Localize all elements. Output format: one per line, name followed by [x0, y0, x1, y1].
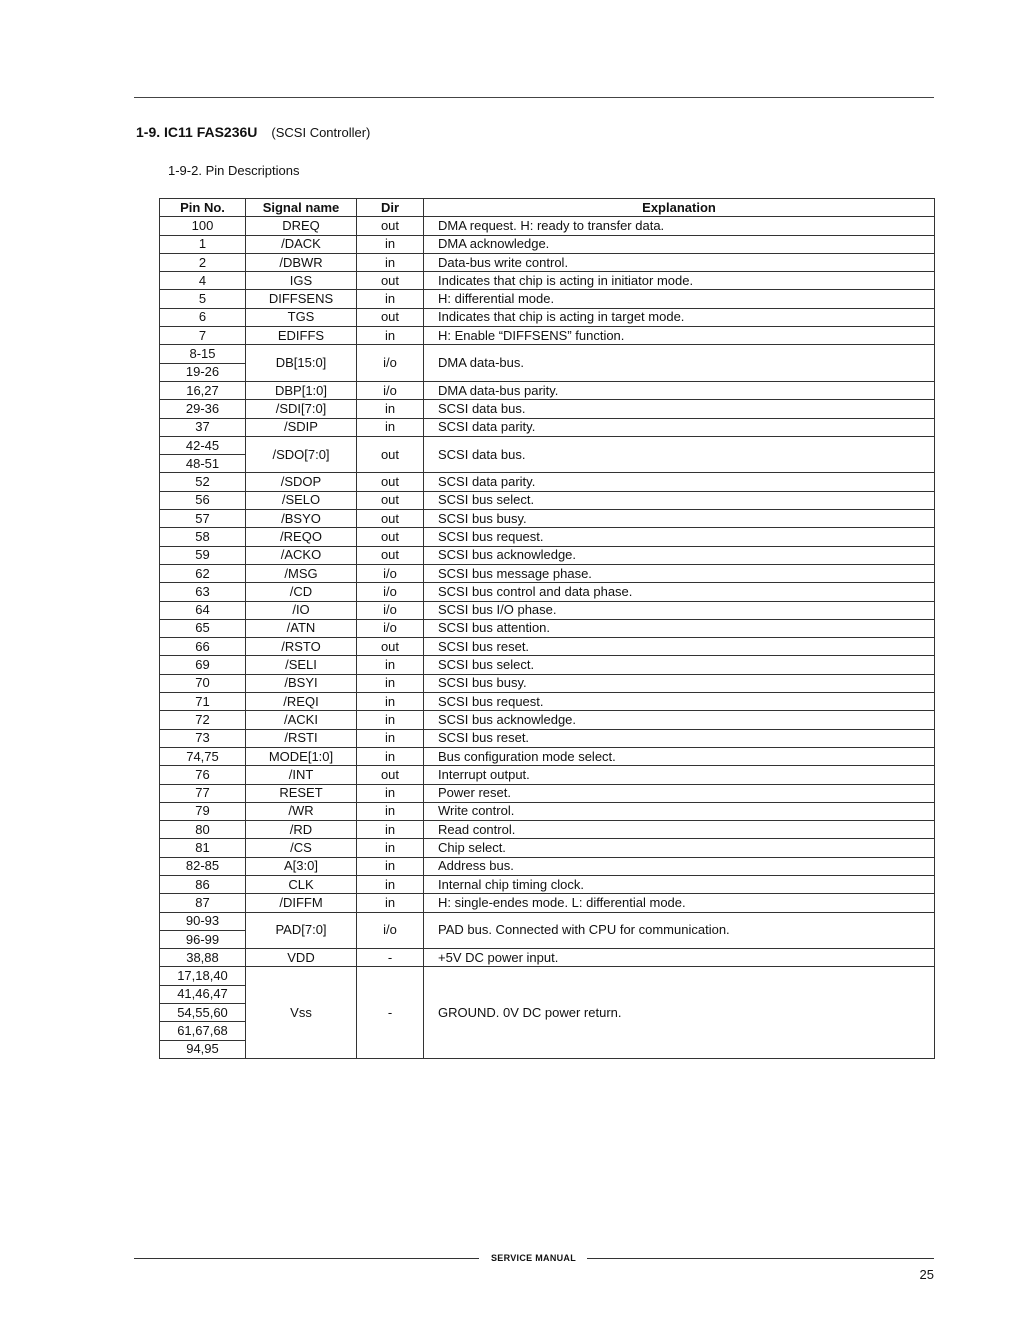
explanation-cell: SCSI data parity. — [424, 473, 935, 491]
footer-rule-left — [134, 1258, 479, 1259]
pin-number-cell: 57 — [160, 510, 246, 528]
header-signal-name: Signal name — [246, 199, 357, 217]
table-row — [160, 601, 935, 619]
explanation-cell: Indicates that chip is acting in initiator mode. — [424, 272, 935, 290]
signal-name-cell: /MSG — [246, 564, 357, 582]
table-row — [160, 491, 935, 509]
explanation-cell: SCSI bus request. — [424, 528, 935, 546]
table-row — [160, 693, 935, 711]
direction-cell: in — [357, 656, 424, 674]
direction-cell: out — [357, 638, 424, 656]
table-row — [160, 290, 935, 308]
table-row — [160, 747, 935, 765]
signal-name-cell: A[3:0] — [246, 857, 357, 875]
pin-number-cell: 58 — [160, 528, 246, 546]
pin-number-cell: 7 — [160, 327, 246, 345]
pin-number-cell: 52 — [160, 473, 246, 491]
direction-cell: out — [357, 473, 424, 491]
table-row — [160, 381, 935, 399]
pin-number-cell: 62 — [160, 564, 246, 582]
table-row — [160, 729, 935, 747]
table-row — [160, 821, 935, 839]
table-row — [160, 436, 935, 454]
pin-number-cell: 8-15 — [160, 345, 246, 363]
header-pin-no: Pin No. — [160, 199, 246, 217]
direction-cell: in — [357, 894, 424, 912]
direction-cell: out — [357, 436, 424, 473]
signal-name-cell: /CS — [246, 839, 357, 857]
explanation-cell: Bus configuration mode select. — [424, 747, 935, 765]
direction-cell: in — [357, 784, 424, 802]
signal-name-cell: /BSYO — [246, 510, 357, 528]
signal-name-cell: /SDI[7:0] — [246, 400, 357, 418]
direction-cell: out — [357, 528, 424, 546]
explanation-cell: GROUND. 0V DC power return. — [424, 967, 935, 1058]
explanation-cell: Interrupt output. — [424, 766, 935, 784]
pin-descriptions-table — [159, 198, 935, 1059]
pin-number-cell: 73 — [160, 729, 246, 747]
table-row — [160, 583, 935, 601]
pin-number-cell: 5 — [160, 290, 246, 308]
explanation-cell: H: differential mode. — [424, 290, 935, 308]
pin-number-cell: 41,46,47 — [160, 985, 246, 1003]
signal-name-cell: /RD — [246, 821, 357, 839]
explanation-cell: Address bus. — [424, 857, 935, 875]
table-row — [160, 674, 935, 692]
signal-name-cell: /ACKO — [246, 546, 357, 564]
explanation-cell: Chip select. — [424, 839, 935, 857]
direction-cell: in — [357, 418, 424, 436]
table-row — [160, 656, 935, 674]
signal-name-cell: MODE[1:0] — [246, 747, 357, 765]
signal-name-cell: /SDIP — [246, 418, 357, 436]
pin-number-cell: 90-93 — [160, 912, 246, 930]
direction-cell: in — [357, 729, 424, 747]
table-row — [160, 839, 935, 857]
signal-name-cell: /ATN — [246, 619, 357, 637]
signal-name-cell: /REQO — [246, 528, 357, 546]
direction-cell: out — [357, 766, 424, 784]
pin-number-cell: 66 — [160, 638, 246, 656]
signal-name-cell: PAD[7:0] — [246, 912, 357, 949]
signal-name-cell: /SELO — [246, 491, 357, 509]
pin-number-cell: 86 — [160, 875, 246, 893]
explanation-cell: SCSI bus control and data phase. — [424, 583, 935, 601]
explanation-cell: SCSI bus I/O phase. — [424, 601, 935, 619]
direction-cell: in — [357, 400, 424, 418]
explanation-cell: H: Enable “DIFFSENS” function. — [424, 327, 935, 345]
header-dir: Dir — [357, 199, 424, 217]
signal-name-cell: /DBWR — [246, 253, 357, 271]
pin-number-cell: 81 — [160, 839, 246, 857]
direction-cell: i/o — [357, 601, 424, 619]
explanation-cell: SCSI bus reset. — [424, 729, 935, 747]
table-row — [160, 510, 935, 528]
top-rule — [134, 97, 934, 98]
explanation-cell: Read control. — [424, 821, 935, 839]
table-row — [160, 711, 935, 729]
explanation-cell: Write control. — [424, 802, 935, 820]
signal-name-cell: /RSTI — [246, 729, 357, 747]
table-row — [160, 473, 935, 491]
direction-cell: in — [357, 693, 424, 711]
pin-number-cell: 72 — [160, 711, 246, 729]
signal-name-cell: DBP[1:0] — [246, 381, 357, 399]
signal-name-cell: /REQI — [246, 693, 357, 711]
explanation-cell: DMA data-bus. — [424, 345, 935, 382]
explanation-cell: SCSI bus message phase. — [424, 564, 935, 582]
pin-number-cell: 79 — [160, 802, 246, 820]
explanation-cell: SCSI bus attention. — [424, 619, 935, 637]
signal-name-cell: DIFFSENS — [246, 290, 357, 308]
direction-cell: in — [357, 327, 424, 345]
explanation-cell: PAD bus. Connected with CPU for communication. — [424, 912, 935, 949]
table-row — [160, 272, 935, 290]
pin-number-cell: 69 — [160, 656, 246, 674]
signal-name-cell: /WR — [246, 802, 357, 820]
signal-name-cell: /CD — [246, 583, 357, 601]
explanation-cell: SCSI bus reset. — [424, 638, 935, 656]
signal-name-cell: /INT — [246, 766, 357, 784]
pin-number-cell: 87 — [160, 894, 246, 912]
signal-name-cell: /BSYI — [246, 674, 357, 692]
table-row — [160, 235, 935, 253]
signal-name-cell: /RSTO — [246, 638, 357, 656]
direction-cell: in — [357, 857, 424, 875]
direction-cell: in — [357, 821, 424, 839]
signal-name-cell: IGS — [246, 272, 357, 290]
explanation-cell: H: single-endes mode. L: differential mode. — [424, 894, 935, 912]
signal-name-cell: DB[15:0] — [246, 345, 357, 382]
direction-cell: i/o — [357, 619, 424, 637]
explanation-cell: DMA data-bus parity. — [424, 381, 935, 399]
pin-number-cell: 76 — [160, 766, 246, 784]
table-row — [160, 217, 935, 235]
signal-name-cell: /SDO[7:0] — [246, 436, 357, 473]
direction-cell: i/o — [357, 583, 424, 601]
pin-number-cell: 19-26 — [160, 363, 246, 381]
direction-cell: out — [357, 491, 424, 509]
table-row — [160, 528, 935, 546]
direction-cell: in — [357, 253, 424, 271]
table-row — [160, 857, 935, 875]
signal-name-cell: /IO — [246, 601, 357, 619]
table-row — [160, 308, 935, 326]
signal-name-cell: VDD — [246, 949, 357, 967]
explanation-cell: SCSI bus busy. — [424, 510, 935, 528]
pin-number-cell: 59 — [160, 546, 246, 564]
table-row — [160, 912, 935, 930]
section-subtitle: (SCSI Controller) — [271, 125, 371, 140]
pin-number-cell: 65 — [160, 619, 246, 637]
direction-cell: out — [357, 217, 424, 235]
signal-name-cell: /ACKI — [246, 711, 357, 729]
pin-number-cell: 71 — [160, 693, 246, 711]
table-row — [160, 546, 935, 564]
direction-cell: - — [357, 967, 424, 1058]
explanation-cell: SCSI bus acknowledge. — [424, 711, 935, 729]
pin-number-cell: 94,95 — [160, 1040, 246, 1058]
subsection-heading: 1-9-2. Pin Descriptions — [168, 163, 300, 178]
direction-cell: i/o — [357, 345, 424, 382]
section-heading — [136, 124, 370, 140]
table-header-row — [160, 199, 935, 217]
signal-name-cell: Vss — [246, 967, 357, 1058]
direction-cell: out — [357, 272, 424, 290]
pin-number-cell: 1 — [160, 235, 246, 253]
pin-number-cell: 63 — [160, 583, 246, 601]
pin-number-cell: 96-99 — [160, 930, 246, 948]
signal-name-cell: DREQ — [246, 217, 357, 235]
explanation-cell: SCSI bus select. — [424, 491, 935, 509]
table-row — [160, 894, 935, 912]
table-row — [160, 564, 935, 582]
pin-number-cell: 17,18,40 — [160, 967, 246, 985]
explanation-cell: SCSI data bus. — [424, 400, 935, 418]
pin-number-cell: 16,27 — [160, 381, 246, 399]
pin-number-cell: 2 — [160, 253, 246, 271]
direction-cell: i/o — [357, 564, 424, 582]
table-row — [160, 802, 935, 820]
pin-number-cell: 74,75 — [160, 747, 246, 765]
signal-name-cell: CLK — [246, 875, 357, 893]
pin-number-cell: 77 — [160, 784, 246, 802]
explanation-cell: DMA acknowledge. — [424, 235, 935, 253]
footer-label: SERVICE MANUAL — [490, 1253, 577, 1263]
footer-rule-right — [587, 1258, 934, 1259]
pin-number-cell: 38,88 — [160, 949, 246, 967]
table-row — [160, 327, 935, 345]
pin-number-cell: 6 — [160, 308, 246, 326]
explanation-cell: SCSI bus select. — [424, 656, 935, 674]
page-number: 25 — [919, 1267, 934, 1282]
pin-number-cell: 37 — [160, 418, 246, 436]
table-row — [160, 345, 935, 363]
explanation-cell: Internal chip timing clock. — [424, 875, 935, 893]
explanation-cell: SCSI data parity. — [424, 418, 935, 436]
table-row — [160, 875, 935, 893]
pin-number-cell: 54,55,60 — [160, 1004, 246, 1022]
pin-number-cell: 82-85 — [160, 857, 246, 875]
explanation-cell: Indicates that chip is acting in target mode. — [424, 308, 935, 326]
pin-number-cell: 29-36 — [160, 400, 246, 418]
pin-number-cell: 48-51 — [160, 455, 246, 473]
table-row — [160, 619, 935, 637]
pin-number-cell: 56 — [160, 491, 246, 509]
direction-cell: out — [357, 308, 424, 326]
section-title: 1-9. IC11 FAS236U — [136, 124, 258, 140]
pin-number-cell: 42-45 — [160, 436, 246, 454]
pin-number-cell: 64 — [160, 601, 246, 619]
explanation-cell: +5V DC power input. — [424, 949, 935, 967]
header-explanation: Explanation — [424, 199, 935, 217]
explanation-cell: Power reset. — [424, 784, 935, 802]
signal-name-cell: RESET — [246, 784, 357, 802]
table-row — [160, 766, 935, 784]
signal-name-cell: EDIFFS — [246, 327, 357, 345]
explanation-cell: SCSI bus acknowledge. — [424, 546, 935, 564]
direction-cell: out — [357, 546, 424, 564]
table-row — [160, 253, 935, 271]
direction-cell: in — [357, 839, 424, 857]
pin-number-cell: 100 — [160, 217, 246, 235]
direction-cell: in — [357, 711, 424, 729]
pin-number-cell: 61,67,68 — [160, 1022, 246, 1040]
direction-cell: in — [357, 290, 424, 308]
table-row — [160, 967, 935, 985]
direction-cell: - — [357, 949, 424, 967]
explanation-cell: SCSI bus request. — [424, 693, 935, 711]
direction-cell: in — [357, 747, 424, 765]
pin-number-cell: 80 — [160, 821, 246, 839]
explanation-cell: SCSI data bus. — [424, 436, 935, 473]
direction-cell: in — [357, 674, 424, 692]
direction-cell: in — [357, 875, 424, 893]
direction-cell: i/o — [357, 381, 424, 399]
table-row — [160, 638, 935, 656]
direction-cell: i/o — [357, 912, 424, 949]
direction-cell: out — [357, 510, 424, 528]
signal-name-cell: /DIFFM — [246, 894, 357, 912]
table-row — [160, 949, 935, 967]
signal-name-cell: /SELI — [246, 656, 357, 674]
table-row — [160, 400, 935, 418]
table-body — [160, 217, 935, 1059]
explanation-cell: Data-bus write control. — [424, 253, 935, 271]
direction-cell: in — [357, 802, 424, 820]
signal-name-cell: TGS — [246, 308, 357, 326]
signal-name-cell: /SDOP — [246, 473, 357, 491]
signal-name-cell: /DACK — [246, 235, 357, 253]
table-row — [160, 784, 935, 802]
explanation-cell: DMA request. H: ready to transfer data. — [424, 217, 935, 235]
direction-cell: in — [357, 235, 424, 253]
pin-number-cell: 4 — [160, 272, 246, 290]
table-row — [160, 418, 935, 436]
pin-number-cell: 70 — [160, 674, 246, 692]
explanation-cell: SCSI bus busy. — [424, 674, 935, 692]
